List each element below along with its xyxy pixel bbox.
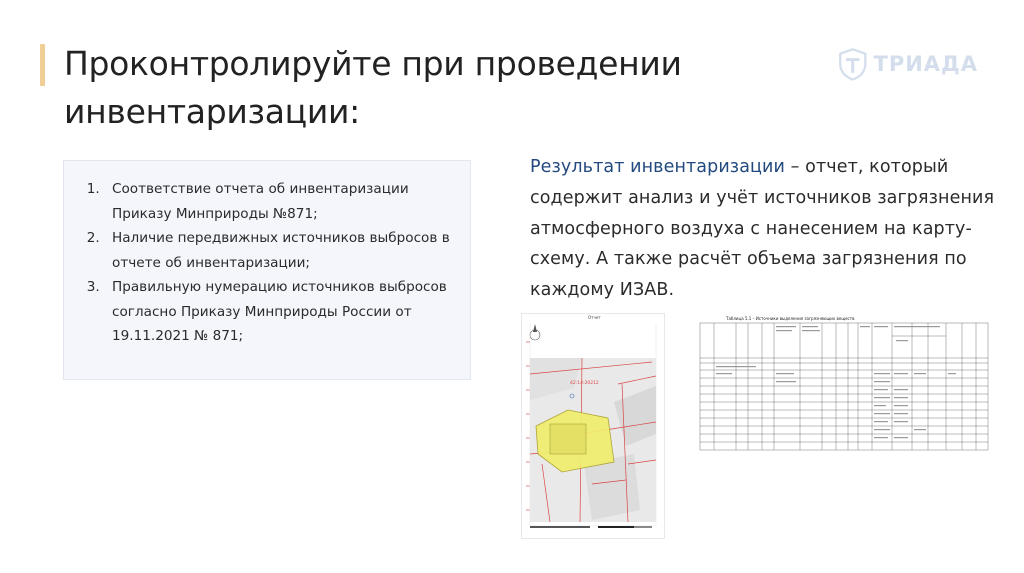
logo-text: ТРИАДА bbox=[873, 52, 978, 76]
shield-t-icon bbox=[838, 42, 868, 86]
emission-table bbox=[696, 312, 992, 462]
site-plan-map-image bbox=[521, 313, 665, 539]
checklist-item: 1. Соответствие отчета об инвентаризации Приказу Минприроды №871; bbox=[104, 177, 458, 226]
emission-sources-table-image bbox=[696, 312, 992, 462]
inventory-result-description bbox=[530, 152, 1000, 306]
map-header: Отчет bbox=[588, 315, 601, 320]
site-plan-map bbox=[522, 314, 664, 538]
checklist-item: 2. Наличие передвижных источников выбросов в отчете об инвентаризации; bbox=[104, 226, 458, 275]
title-line-2: инвентаризации: bbox=[64, 92, 360, 131]
title-accent-bar bbox=[40, 44, 45, 86]
checklist bbox=[64, 161, 470, 349]
checklist-item: 3. Правильную нумерацию источников выбросов согласно Приказу Минприроды России от 19.11.2021 № 871; bbox=[104, 275, 458, 349]
triada-logo bbox=[838, 40, 978, 88]
scale-bar bbox=[530, 526, 652, 528]
table-caption: Таблица 5.1 – Источники выделения загрязняющих веществ bbox=[726, 316, 855, 321]
title-line-1: Проконтролируйте при проведении bbox=[64, 44, 682, 83]
checklist-box bbox=[63, 160, 471, 380]
parcel-label: 42:14:20212 bbox=[570, 381, 599, 386]
description-text: – отчет, который содержит анализ и учёт источников загрязнения атмосферного воздуха с нанесением на карту-схему. А также расчёт объема загрязнения по каждому ИЗАВ. bbox=[530, 157, 995, 301]
description-highlight: Результат инвентаризации bbox=[530, 157, 785, 177]
page-title bbox=[64, 40, 784, 136]
